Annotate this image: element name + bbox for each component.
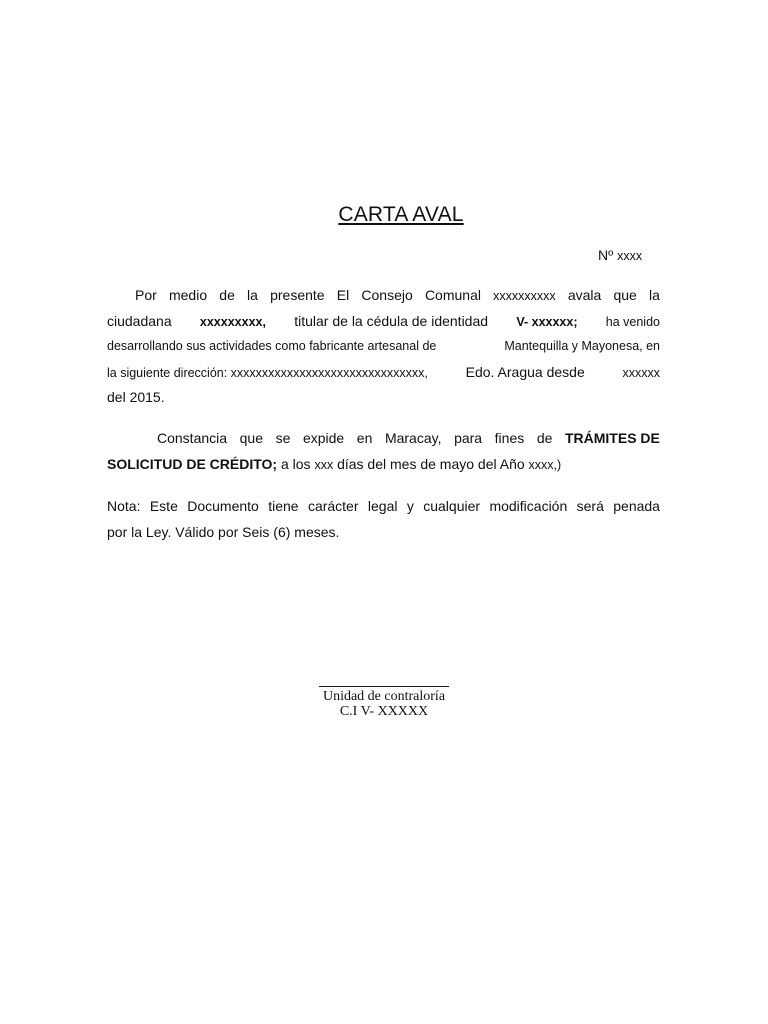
signature-block — [0, 686, 768, 719]
word: expide — [302, 430, 345, 446]
document-number — [598, 247, 642, 263]
word: Consejo — [361, 287, 413, 303]
word: avala — [567, 287, 602, 303]
number-value: xxxx — [617, 249, 643, 263]
word: Maracay, — [384, 430, 442, 446]
citizen-name: xxxxxxxxx, — [199, 314, 266, 329]
paragraph-line — [107, 494, 660, 520]
word: Nota: — [107, 498, 141, 514]
text-segment: Mantequilla y Mayonesa, en — [504, 339, 660, 353]
signature-id: C.I V- XXXXX — [339, 704, 429, 719]
word: Este — [149, 498, 178, 514]
word: fines — [494, 430, 525, 446]
text-segment: ciudadana — [107, 312, 172, 329]
paragraph-line — [107, 334, 660, 360]
text-segment: xxxxxx — [622, 365, 660, 380]
text-segment: días del mes de mayo del Año — [337, 455, 525, 472]
word: de — [219, 287, 235, 303]
word: carácter — [307, 498, 359, 514]
number-label: Nº — [598, 247, 614, 263]
paragraph-line — [107, 452, 660, 478]
word: Constancia — [157, 430, 228, 446]
paragraph-line — [107, 360, 660, 386]
signature-line — [319, 686, 449, 687]
word: la — [648, 287, 660, 303]
paragraph-aval — [107, 283, 660, 411]
word: que — [613, 287, 637, 303]
paragraph-line — [107, 426, 660, 452]
paragraph-line: por la Ley. Válido por Seis (6) meses. — [107, 523, 340, 540]
text-segment: a los — [280, 455, 311, 472]
word: penada — [613, 498, 660, 514]
word: será — [576, 498, 604, 514]
word: y — [406, 498, 414, 514]
word: cualquier — [423, 498, 481, 514]
word: que — [239, 430, 263, 446]
paragraph-line — [107, 309, 660, 335]
paragraph-line — [107, 283, 660, 309]
paragraph-nota — [107, 494, 660, 545]
text-segment: ha venido — [605, 314, 660, 329]
word: medio — [168, 287, 208, 303]
text-segment: xxx — [314, 457, 334, 472]
address-text: la siguiente dirección: xxxxxxxxxxxxxxxxxxxxxxxxxxxxxxx, — [107, 365, 428, 380]
word: Comunal — [424, 287, 481, 303]
document-title: CARTA AVAL — [338, 203, 464, 226]
word: de — [536, 430, 553, 446]
word: para — [454, 430, 483, 446]
word: Documento — [187, 498, 259, 514]
word: en — [356, 430, 373, 446]
paragraph-line: del 2015. — [107, 389, 165, 405]
word: Por — [135, 287, 157, 303]
word: tiene — [268, 498, 299, 514]
word: legal — [367, 498, 398, 514]
word: presente — [270, 287, 325, 303]
word: la — [247, 287, 258, 303]
word: se — [275, 430, 291, 446]
procedure-label: TRÁMITES DE — [564, 430, 660, 446]
word: modificación — [489, 498, 568, 514]
text-segment: Edo. Aragua desde — [465, 363, 585, 380]
paragraph-constancia — [107, 426, 660, 477]
text-segment: titular de la cédula de identidad — [294, 312, 489, 329]
text-segment: xxxx,) — [528, 457, 562, 472]
word: xxxxxxxxxx — [493, 289, 556, 303]
word: El — [336, 287, 350, 303]
signature-name: Unidad de contraloría — [322, 689, 446, 704]
text-segment: desarrollando sus actividades como fabricante artesanal de — [107, 339, 437, 353]
id-number: V- xxxxxx; — [516, 314, 578, 329]
procedure-label: SOLICITUD DE CRÉDITO; — [107, 455, 278, 472]
